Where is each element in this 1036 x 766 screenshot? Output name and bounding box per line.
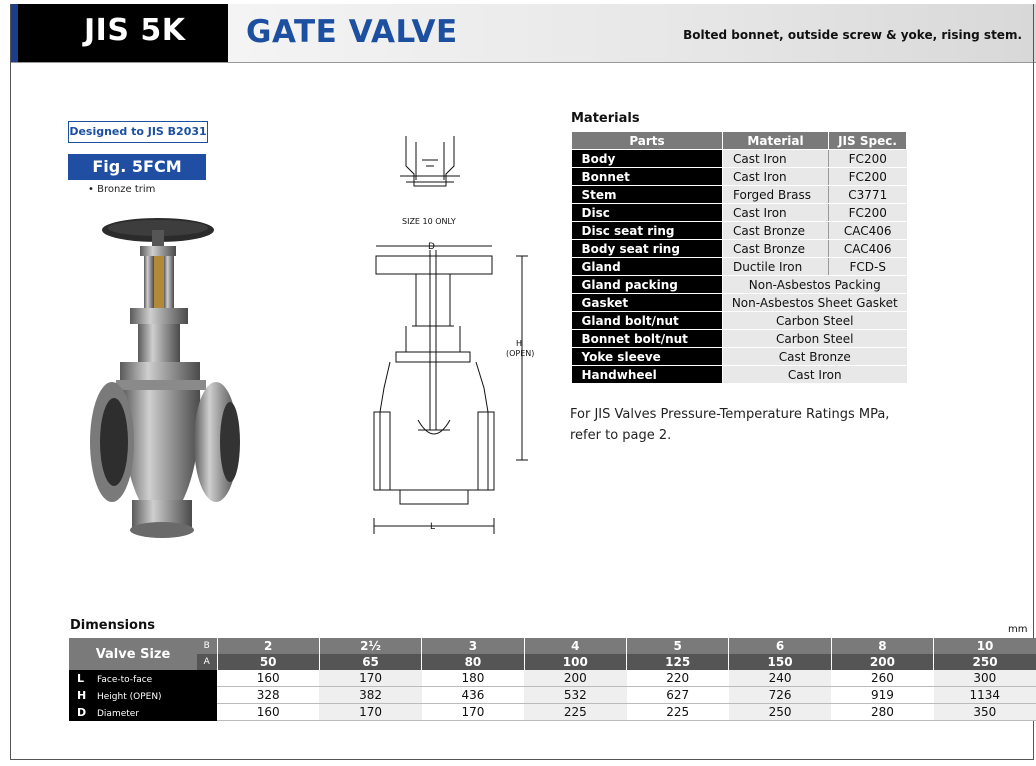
dimension-row-d <box>69 704 1036 721</box>
part-name: Gland <box>572 258 723 276</box>
materials-row <box>572 294 907 312</box>
size-a-cell: 150 <box>729 654 831 670</box>
size-b-row <box>69 638 1036 654</box>
a-label: A <box>197 654 217 670</box>
dim-value: 220 <box>627 670 729 687</box>
size-a-cell: 200 <box>831 654 933 670</box>
ratings-note-line2: refer to page 2. <box>570 428 672 443</box>
material-value: Ductile Iron <box>723 258 829 276</box>
spec-value: FC200 <box>829 168 907 186</box>
size-b-cell: 2½ <box>319 638 421 654</box>
standard-label: JIS 5K <box>84 13 186 48</box>
part-name: Gasket <box>572 294 723 312</box>
part-name: Handwheel <box>572 366 723 384</box>
dim-value: 382 <box>319 687 421 704</box>
valve-photo <box>90 212 250 540</box>
materials-row <box>572 276 907 294</box>
row-label <box>69 687 217 704</box>
dim-value: 225 <box>524 704 626 721</box>
dim-value: 328 <box>217 687 319 704</box>
spec-value: FC200 <box>829 204 907 222</box>
row-letter: L <box>77 671 85 685</box>
row-text: Diameter <box>97 708 140 719</box>
b-label: B <box>197 638 217 654</box>
spec-value: C3771 <box>829 186 907 204</box>
dim-value: 726 <box>729 687 831 704</box>
part-name: Bonnet bolt/nut <box>572 330 723 348</box>
valve-size-label: Valve Size <box>69 638 197 670</box>
spec-value: CAC406 <box>829 222 907 240</box>
materials-row <box>572 312 907 330</box>
page-subtitle: Bolted bonnet, outside screw & yoke, rising stem. <box>683 28 1022 42</box>
dim-value: 260 <box>831 670 933 687</box>
dim-value: 436 <box>422 687 524 704</box>
materials-row <box>572 330 907 348</box>
part-name: Stem <box>572 186 723 204</box>
size-note: SIZE 10 ONLY <box>402 217 456 226</box>
material-value: Cast Bronze <box>723 222 829 240</box>
dimensions-table <box>69 638 1036 721</box>
combined-value: Carbon Steel <box>723 312 907 330</box>
materials-row <box>572 168 907 186</box>
part-name: Body <box>572 150 723 168</box>
material-value: Cast Iron <box>723 204 829 222</box>
dim-value: 300 <box>934 670 1036 687</box>
designed-standard-label: Designed to JIS B2031 <box>68 121 208 143</box>
dimensions-title: Dimensions <box>70 618 155 633</box>
size-b-cell: 5 <box>627 638 729 654</box>
combined-value: Cast Bronze <box>723 348 907 366</box>
dim-value: 225 <box>627 704 729 721</box>
cross-section-drawing <box>360 130 560 540</box>
row-text: Face-to-face <box>97 674 153 685</box>
combined-value: Non-Asbestos Packing <box>723 276 907 294</box>
header-parts: Parts <box>572 132 723 150</box>
part-name: Yoke sleeve <box>572 348 723 366</box>
materials-row <box>572 150 907 168</box>
combined-value: Carbon Steel <box>723 330 907 348</box>
dim-value: 170 <box>319 670 421 687</box>
dim-value: 627 <box>627 687 729 704</box>
size-b-cell: 3 <box>422 638 524 654</box>
dim-value: 170 <box>422 704 524 721</box>
part-name: Body seat ring <box>572 240 723 258</box>
part-name: Disc <box>572 204 723 222</box>
size-b-cell: 4 <box>524 638 626 654</box>
dim-value: 919 <box>831 687 933 704</box>
dimension-row-h <box>69 687 1036 704</box>
row-text: Height (OPEN) <box>97 691 162 702</box>
materials-row <box>572 222 907 240</box>
size-a-cell: 50 <box>217 654 319 670</box>
size-b-cell: 2 <box>217 638 319 654</box>
dimension-row-l <box>69 670 1036 687</box>
dim-value: 532 <box>524 687 626 704</box>
dim-value: 160 <box>217 670 319 687</box>
materials-row <box>572 186 907 204</box>
materials-table <box>571 131 907 384</box>
trim-note: • Bronze trim <box>88 184 156 195</box>
dim-value: 180 <box>422 670 524 687</box>
materials-title: Materials <box>571 111 640 126</box>
material-value: Forged Brass <box>723 186 829 204</box>
combined-value: Cast Iron <box>723 366 907 384</box>
size-b-cell: 10 <box>934 638 1036 654</box>
dim-l-label: L <box>430 522 436 532</box>
dim-value: 250 <box>729 704 831 721</box>
dim-value: 160 <box>217 704 319 721</box>
dimensions-unit: mm <box>1008 624 1028 635</box>
size-a-cell: 80 <box>422 654 524 670</box>
materials-row <box>572 258 907 276</box>
dim-value: 280 <box>831 704 933 721</box>
size-b-cell: 6 <box>729 638 831 654</box>
dim-value: 170 <box>319 704 421 721</box>
dim-value: 240 <box>729 670 831 687</box>
ratings-note-line1: For JIS Valves Pressure-Temperature Ratings MPa, <box>570 407 890 422</box>
part-name: Gland bolt/nut <box>572 312 723 330</box>
row-label <box>69 670 217 687</box>
dim-h-label: H <box>516 339 523 348</box>
header-jis-spec: JIS Spec. <box>829 132 907 150</box>
size-a-cell: 125 <box>627 654 729 670</box>
size-a-row <box>69 654 1036 670</box>
dim-value: 200 <box>524 670 626 687</box>
part-name: Disc seat ring <box>572 222 723 240</box>
materials-row <box>572 204 907 222</box>
material-value: Cast Iron <box>723 168 829 186</box>
size-a-cell: 100 <box>524 654 626 670</box>
row-label <box>69 704 217 721</box>
part-name: Gland packing <box>572 276 723 294</box>
spec-value: FC200 <box>829 150 907 168</box>
material-value: Cast Bronze <box>723 240 829 258</box>
figure-number: Fig. 5FCM <box>68 154 206 180</box>
size-b-cell: 8 <box>831 638 933 654</box>
dim-d-label: D <box>428 242 435 252</box>
page-title: GATE VALVE <box>246 14 458 50</box>
material-value: Cast Iron <box>723 150 829 168</box>
materials-row <box>572 348 907 366</box>
size-a-cell: 65 <box>319 654 421 670</box>
combined-value: Non-Asbestos Sheet Gasket <box>723 294 907 312</box>
materials-header-row <box>572 132 907 150</box>
header-material: Material <box>723 132 829 150</box>
dim-open-label: (OPEN) <box>506 349 535 358</box>
dim-value: 1134 <box>934 687 1036 704</box>
ratings-note <box>570 404 930 446</box>
row-letter: D <box>77 705 87 719</box>
row-letter: H <box>77 688 87 702</box>
spec-value: CAC406 <box>829 240 907 258</box>
size-a-cell: 250 <box>934 654 1036 670</box>
materials-row <box>572 240 907 258</box>
part-name: Bonnet <box>572 168 723 186</box>
dim-value: 350 <box>934 704 1036 721</box>
spec-value: FCD-S <box>829 258 907 276</box>
materials-row <box>572 366 907 384</box>
